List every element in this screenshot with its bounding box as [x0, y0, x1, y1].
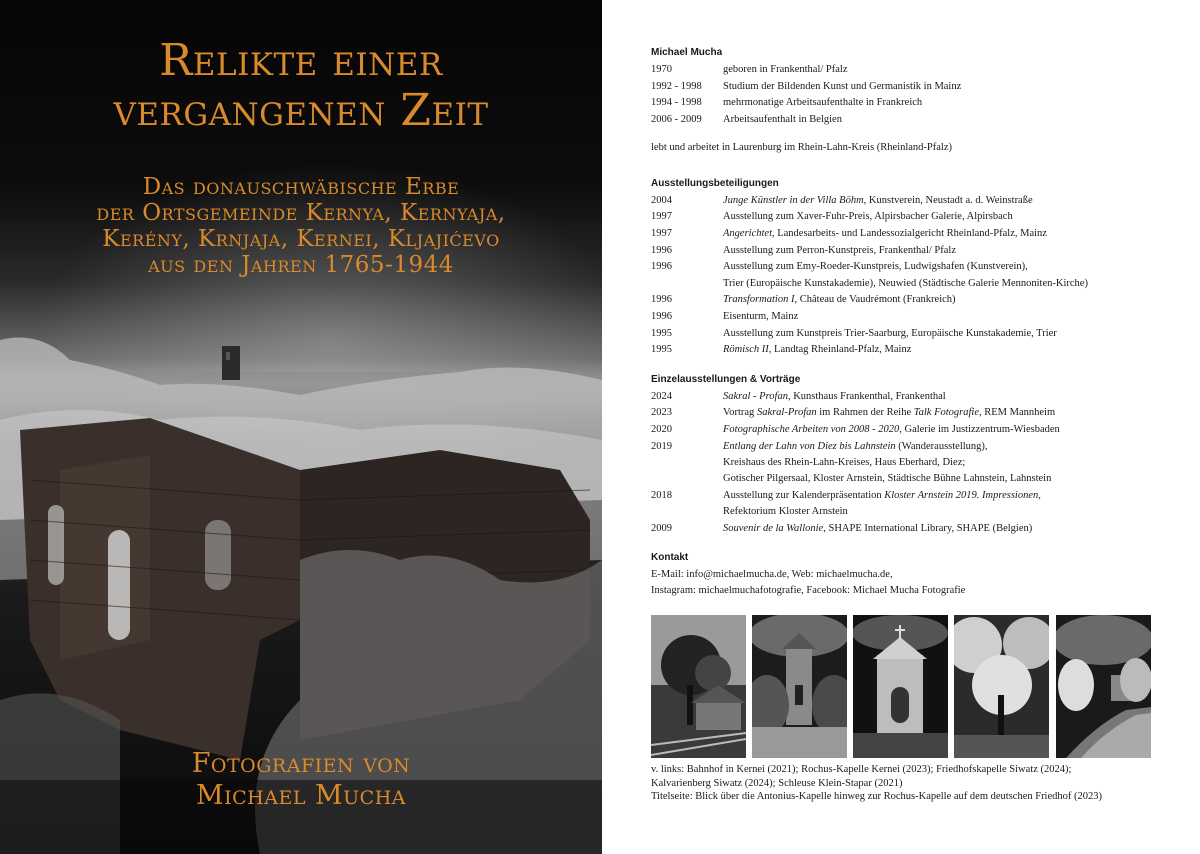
exhibition-venue: , Kunstverein, Neustadt a. d. Weinstraße	[863, 194, 1033, 206]
exhibition-entry	[651, 243, 1171, 259]
exhibition-entry	[651, 326, 1171, 342]
exhibition-title: Entlang der Lahn von Diez bis Lahnstein	[723, 440, 896, 452]
year: 1994 - 1998	[651, 97, 702, 109]
exhibition-venue: Ausstellung zum Kunstpreis Trier-Saarburg, Europäische Kunstakademie, Trier	[723, 327, 1057, 339]
caption-line: v. links: Bahnhof in Kernei (2021); Rochus-Kapelle Kernei (2023); Friedhofskapelle Siwatz (2024);	[651, 764, 1072, 775]
exhibition-title: Transformation I	[723, 294, 795, 306]
section-heading: Ausstellungsbeteiligungen	[651, 177, 779, 189]
exhibition-entry	[651, 405, 1171, 421]
year: 1996	[651, 294, 672, 306]
cover-title-line: vergangenen Zeit	[113, 85, 489, 136]
exhibition-venue: Eisenturm, Mainz	[723, 310, 799, 322]
photo-kalvarienberg	[954, 615, 1049, 758]
year: 1996	[651, 310, 672, 322]
year: 2019	[651, 440, 672, 452]
cover-subtitle-line: Das donauschwäbische Erbe	[142, 174, 460, 200]
exhibition-entry	[651, 209, 1171, 225]
cover-author	[0, 748, 602, 812]
exhibition-title: Kloster Arnstein 2019. Impressionen	[884, 489, 1039, 501]
exhibition-title: Fotographische Arbeiten von 2008 - 2020	[723, 423, 900, 435]
exhibition-venue: Kreishaus des Rhein-Lahn-Kreises, Haus Eberhard, Diez;	[723, 456, 966, 468]
bio-entry	[651, 95, 1171, 111]
exhibition-venue: Ausstellung zum Emy-Roeder-Kunstpreis, Ludwigshafen (Kunstverein),	[723, 261, 1028, 273]
year: 2018	[651, 489, 672, 501]
year: 1995	[651, 344, 672, 356]
exhibition-title: Sakral - Profan	[723, 390, 788, 402]
exhibition-text: im Rahmen der Reihe	[816, 407, 914, 419]
year: 1997	[651, 211, 672, 223]
year: 2009	[651, 522, 672, 534]
exhibition-entry	[651, 292, 1171, 308]
year: 1992 - 1998	[651, 80, 702, 92]
residence-text: lebt und arbeitet in Laurenburg im Rhein-Lahn-Kreis (Rheinland-Pfalz)	[651, 142, 953, 154]
year: 1995	[651, 327, 672, 339]
exhibition-venue: (Wanderausstellung),	[895, 440, 988, 452]
exhibition-venue: , SHAPE International Library, SHAPE (Belgien)	[823, 522, 1033, 534]
year: 1970	[651, 64, 672, 75]
entry-text: mehrmonatige Arbeitsaufenthalte in Frankreich	[723, 97, 923, 109]
photo-strip	[651, 615, 1152, 758]
exhibition-venue: , Landtag Rheinland-Pfalz, Mainz	[768, 344, 912, 356]
exhibition-title: Souvenir de la Wallonie	[723, 522, 824, 534]
year: 1997	[651, 227, 672, 239]
series-title: Talk Fotografie	[913, 407, 979, 419]
exhibition-venue: Refektorium Kloster Arnstein	[723, 505, 848, 517]
exhibition-entry	[651, 342, 1171, 358]
cover-subtitle-line: aus den Jahren 1765-1944	[148, 252, 454, 278]
cover-author-line: Michael Mucha	[195, 780, 407, 811]
exhibition-text: Ausstellung zur Kalenderpräsentation	[723, 489, 885, 501]
exhibition-venue: Ausstellung zum Xaver-Fuhr-Preis, Alpirsbacher Galerie, Alpirsbach	[723, 211, 1013, 223]
exhibition-title: Sakral-Profan	[756, 407, 817, 419]
year: 2004	[651, 194, 672, 206]
cover-subtitle	[0, 174, 602, 278]
cover-title	[0, 36, 602, 136]
bio-entry	[651, 79, 1171, 95]
year: 2024	[651, 390, 672, 402]
exhibition-venue: , Landesarbeits- und Landessozialgericht Rheinland-Pfalz, Mainz	[771, 227, 1047, 239]
exhibition-entry	[651, 309, 1171, 325]
photo-schleuse-klein-stapar	[1056, 615, 1151, 758]
exhibition-venue: , REM Mannheim	[979, 407, 1056, 419]
group-exhibitions-section	[651, 175, 1171, 359]
solo-exhibitions-section	[651, 371, 1171, 537]
exhibition-venue: Ausstellung zum Perron-Kunstpreis, Frankenthal/ Pfalz	[723, 244, 956, 256]
contact-line: E-Mail: info@michaelmucha.de, Web: michaelmucha.de,	[651, 568, 893, 580]
exhibition-entry	[651, 439, 1171, 488]
artist-name: Michael Mucha	[651, 47, 723, 58]
entry-text: geboren in Frankenthal/ Pfalz	[723, 64, 848, 75]
photo-friedhofskapelle	[853, 615, 948, 758]
exhibition-entry	[651, 488, 1171, 520]
caption-line: Kalvarienberg Siwatz (2024); Schleuse Klein-Stapar (2021)	[651, 777, 903, 789]
photo-caption	[651, 763, 1171, 804]
contact-line: Instagram: michaelmuchafotografie, Facebook: Michael Mucha Fotografie	[651, 585, 966, 597]
bio-entry	[651, 112, 1171, 128]
exhibition-entry	[651, 193, 1171, 209]
exhibition-venue: , Kunsthaus Frankenthal, Frankenthal	[787, 390, 946, 402]
exhibition-title: Junge Künstler in der Villa Böhm	[723, 194, 864, 206]
exhibition-entry	[651, 389, 1171, 405]
year: 2023	[651, 407, 672, 419]
exhibition-text: Vortrag	[723, 407, 757, 419]
year: 1996	[651, 244, 672, 256]
exhibition-entry	[651, 521, 1171, 537]
entry-text: Arbeitsaufenthalt in Belgien	[723, 114, 842, 126]
section-heading: Einzelausstellungen & Vorträge	[651, 373, 801, 385]
cv-page	[651, 44, 1171, 599]
exhibition-entry	[651, 259, 1171, 291]
exhibition-title: Römisch II	[723, 344, 769, 356]
exhibition-venue: Gotischer Pilgersaal, Kloster Arnstein, Städtische Bühne Lahnstein, Lahnstein	[723, 473, 1052, 485]
cover-subtitle-line: Kerény, Krnjaja, Kernei, Kljajićevo	[102, 226, 500, 252]
cover-subtitle-line: der Ortsgemeinde Kernya, Kernyaja,	[96, 200, 506, 226]
exhibition-venue: , Château de Vaudrémont (Frankreich)	[794, 294, 956, 306]
section-heading: Kontakt	[651, 551, 689, 563]
exhibition-venue: Trier (Europäische Kunstakademie), Neuwied (Städtische Galerie Mennoniten-Kirche)	[723, 277, 1088, 289]
contact-section	[651, 549, 1171, 599]
photo-bahnhof-kernei	[651, 615, 746, 758]
bio-entry	[651, 62, 1171, 78]
caption-line: Titelseite: Blick über die Antonius-Kapelle hinweg zur Rochus-Kapelle auf dem deutschen Friedhof (2023)	[651, 791, 1103, 803]
exhibition-title: Angerichtet	[723, 227, 772, 239]
exhibition-entry	[651, 422, 1171, 438]
cover-author-line: Fotografien von	[191, 748, 411, 779]
year: 2006 - 2009	[651, 114, 702, 126]
year: 1996	[651, 261, 672, 273]
exhibition-venue: , Galerie im Justizzentrum-Wiesbaden	[899, 423, 1060, 435]
cover-title-line: Relikte einer	[159, 35, 443, 86]
entry-text: Studium der Bildenden Kunst und Germanistik in Mainz	[723, 80, 962, 92]
photo-rochus-kapelle	[752, 615, 847, 758]
year: 2020	[651, 423, 672, 435]
exhibition-venue: ,	[1038, 489, 1041, 501]
exhibition-entry	[651, 226, 1171, 242]
bio-list	[651, 62, 1171, 128]
